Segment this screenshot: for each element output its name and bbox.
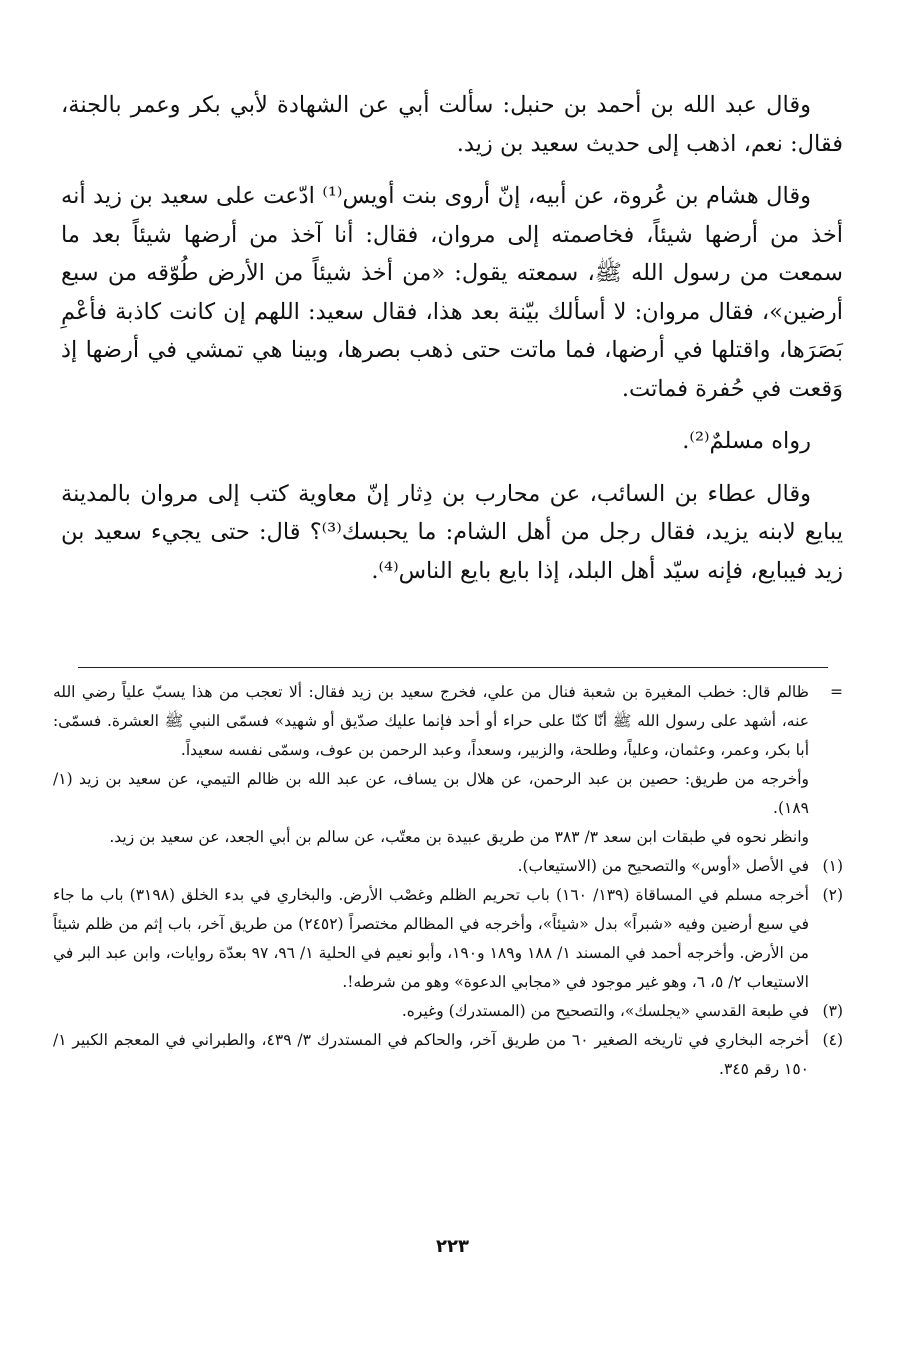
footnote: [53, 881, 843, 997]
paragraph: [61, 475, 843, 591]
footnote-number: (٤): [822, 1031, 843, 1049]
paragraph-text: وقال هشام بن عُروة، عن أبيه، إنّ أروى بنت أويس⁽¹⁾ ادّعت على سعيد بن زيد أنه أخذ من أرضها شيئاً، فخاصمته إلى مروان، فقال: أنا آخذ من أرضها شيئاً بعد ما سمعت من رسول الله ﷺ، سمعته يقول: «من أخذ شيئاً من الأرض طُوّقه من سبع أرضين»، فقال مروان: لا أسألك بيّنة بعد هذا، فقال سعيد: اللهم إن كانت كاذبة فأعْمِ بَصَرَها، واقتلها في أرضها، فما ماتت حتى ذهب بصرها، وبينا هي تمشي في أرضها إذ وَقعت في حُفرة فماتت.: [61, 183, 843, 402]
footnote-number: (١): [822, 857, 843, 875]
footnotes: [53, 678, 843, 1084]
footnote-text: في طبعة القدسي «يجلسك»، والتصحيح من (المستدرك) وغيره.: [401, 1002, 809, 1020]
page-number: ٢٢٣: [436, 1236, 469, 1257]
footnote-continuation: [53, 765, 843, 823]
main-text: [61, 86, 843, 604]
footnote-text: في الأصل «أوس» والتصحيح من (الاستيعاب).: [517, 857, 809, 875]
paragraph-text: وقال عطاء بن السائب، عن محارب بن دِثار إنّ معاوية كتب إلى مروان بالمدينة يبايع لابنه يزيد، فقال رجل من أهل الشام: ما يحبسك⁽³⁾؟ قال: حتى يجيء سعيد بن زيد فيبايع، فإنه سيّد أهل البلد، إذا بايع بايع الناس⁽⁴⁾.: [61, 480, 843, 584]
footnote: [53, 1026, 843, 1084]
footnote-number: (٣): [822, 1002, 843, 1020]
footnote-continuation: [53, 823, 843, 852]
paragraph-text: وقال عبد الله بن أحمد بن حنبل: سألت أبي عن الشهادة لأبي بكر وعمر بالجنة، فقال: نعم، اذهب إلى حديث سعيد بن زيد.: [61, 92, 843, 157]
footnote-text: ظالم قال: خطب المغيرة بن شعبة فنال من علي، فخرج سعيد بن زيد فقال: ألا تعجب من هذا يسبّ علياً رضي الله عنه، أشهد على رسول الله ﷺ أنّا كنّا على حراء أو أحد فإنما عليك صدّيق أو شهيد» فسمّى النبي ﷺ العشرة. فسمّى: أبا بكر، وعمر، وعثمان، وعلياً، وطلحة، والزبير، وسعداً، وعبد الرحمن بن عوف، وسمّى نفسه سعيداً.: [53, 683, 809, 759]
footnote-text: وانظر نحوه في طبقات ابن سعد ٣/ ٣٨٣ من طريق عبيدة بن معتّب، عن سالم بن أبي الجعد، عن سعيد بن زيد.: [109, 828, 809, 846]
paragraph: [61, 177, 843, 408]
footnote-number: (٢): [822, 886, 843, 904]
footnote-text: أخرجه البخاري في تاريخه الصغير ٦٠ من طريق آخر، والحاكم في المستدرك ٣/ ٤٣٩، والطبراني في المعجم الكبير ١/ ١٥٠ رقم ٣٤٥.: [53, 1031, 809, 1078]
footnote: [53, 997, 843, 1026]
paragraph: [61, 86, 843, 163]
footnote-text: وأخرجه من طريق: حصين بن عبد الرحمن، عن هلال بن يساف، عن عبد الله بن ظالم التيمي، عن سعيد بن زيد (١/ ١٨٩).: [53, 770, 809, 817]
continuation-mark: =: [830, 683, 843, 701]
paragraph: [61, 422, 843, 461]
footnote-text: أخرجه مسلم في المساقاة (١٣٩/ ١٦٠) باب تحريم الظلم وغصْب الأرض. والبخاري في بدء الخلق (٣١٩٨) باب ما جاء في سبع أرضين وفيه «شبراً» بدل «شيئاً»، وأخرجه في المظالم مختصراً (٢٤٥٢) من طريق آخر، باب إثم من ظلم شيئاً من الأرض. وأخرجه أحمد في المسند ١/ ١٨٨ و١٨٩ و١٩٠، وأبو نعيم في الحلية ١/ ٩٦، ٩٧ بعدّة روايات، وابن عبد البر في الاستيعاب ٢/ ٥، ٦، وهو غير موجود في «مجابي الدعوة» وهو من شرطه!.: [53, 886, 809, 991]
footnote-continuation: [53, 678, 843, 765]
footnote-separator: [78, 667, 828, 668]
paragraph-text: رواه مسلمٌ⁽²⁾.: [682, 428, 811, 454]
footnote: [53, 852, 843, 881]
